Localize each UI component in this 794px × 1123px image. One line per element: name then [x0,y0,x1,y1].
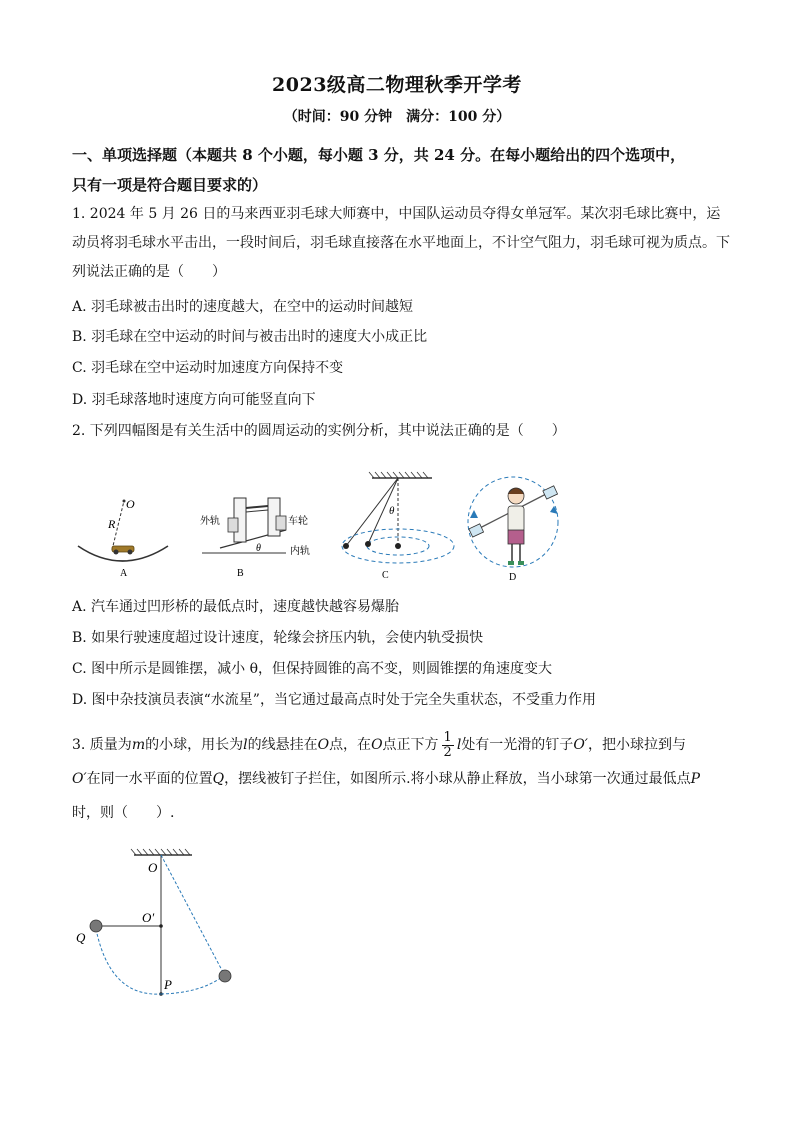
length-symbol: l [243,737,248,753]
q1-option-b[interactable]: B. 羽毛球在空中运动的时间与被击出时的速度大小成正比 [72,329,428,345]
page-title: 2023级高二物理秋季开学考 [272,74,522,96]
caption-b: B [237,568,244,579]
label-o-prime: O′ [142,910,155,925]
figure-c-conical-pendulum [342,472,454,581]
figure-b-banked-track [200,498,310,579]
label-p: P [164,977,172,992]
caption-d: D [509,572,517,583]
q3-figure [70,845,250,1005]
q2-figure [72,468,572,588]
q2-option-b[interactable]: B. 如果行驶速度超过设计速度，轮缘会挤压内轨，会使内轨受损快 [72,630,484,646]
question-3-stem [72,728,752,830]
label-b-outer-rail: 外轨 [200,516,220,527]
label-b-inner-rail: 内轨 [290,546,310,557]
label-c-angle: θ [389,505,395,517]
q1-option-c[interactable]: C. 羽毛球在空中运动时加速度方向保持不变 [72,360,344,376]
question-2-stem: 2. 下列四幅图是有关生活中的圆周运动的实例分析，其中说法正确的是（ ） [72,423,566,439]
exam-info: （时间：90 分钟 满分：100 分） [283,109,511,125]
label-o: O [148,860,158,875]
section-heading-line2: 只有一项是符合题目要求的） [72,176,268,194]
section-heading-line1: 一、单项选择题（本题共 8 个小题，每小题 3 分，共 24 分。在每小题给出的四个选项中， [72,146,686,164]
q3-line-3: 时，则（ ）. [72,805,175,821]
q1-option-d[interactable]: D. 羽毛球落地时速度方向可能竖直向下 [72,392,316,408]
figure-a-concave-bridge [78,497,168,579]
label-b-angle: θ [256,543,261,554]
q2-option-d[interactable]: D. 图中杂技演员表演“水流星”，当它通过最高点时处于完全失重状态，不受重力作用 [72,692,596,708]
q1-option-a[interactable]: A. 羽毛球被击出时的速度越大，在空中的运动时间越短 [72,299,414,315]
caption-a: A [120,568,128,579]
label-q: Q [76,930,86,945]
q3-line-2: O′在同一水平面的位置Q，摆线被钉子拦住，如图所示.将小球从静止释放，当小球第一次通过最低点P [72,771,701,787]
figure-d-water-meteor [468,477,558,583]
question-1-stem: 1. 2024 年 5 月 26 日的马来西亚羽毛球大师赛中，中国队运动员夺得女单冠军。某次羽毛球比赛中，运动员将羽毛球水平击出，一段时间后，羽毛球直接落在水平地面上，不计空气阻力，羽毛球可视为质点。下列说法正确的是（ ） [72,206,730,280]
section-heading [72,140,732,200]
label-b-wheel: 车轮 [288,516,308,527]
caption-c: C [382,570,389,581]
q2-option-c[interactable]: C. 图中所示是圆锥摆，减小 θ，但保持圆锥的高不变，则圆锥摆的角速度变大 [72,661,552,677]
q3-line-1: 3. 质量为m的小球，用长为l的线悬挂在O点，在O点正下方 $\frac{1}{2}$ l处有一光滑的钉子O′，把小球拉到与 [72,729,686,760]
label-a-radius: R [108,517,116,531]
q2-option-a[interactable]: A. 汽车通过凹形桥的最低点时，速度越快越容易爆胎 [72,599,400,615]
mass-symbol: m [131,737,146,753]
fraction-one-half: $\frac{1}{2}$ [443,729,452,760]
label-a-center: O [126,497,135,511]
